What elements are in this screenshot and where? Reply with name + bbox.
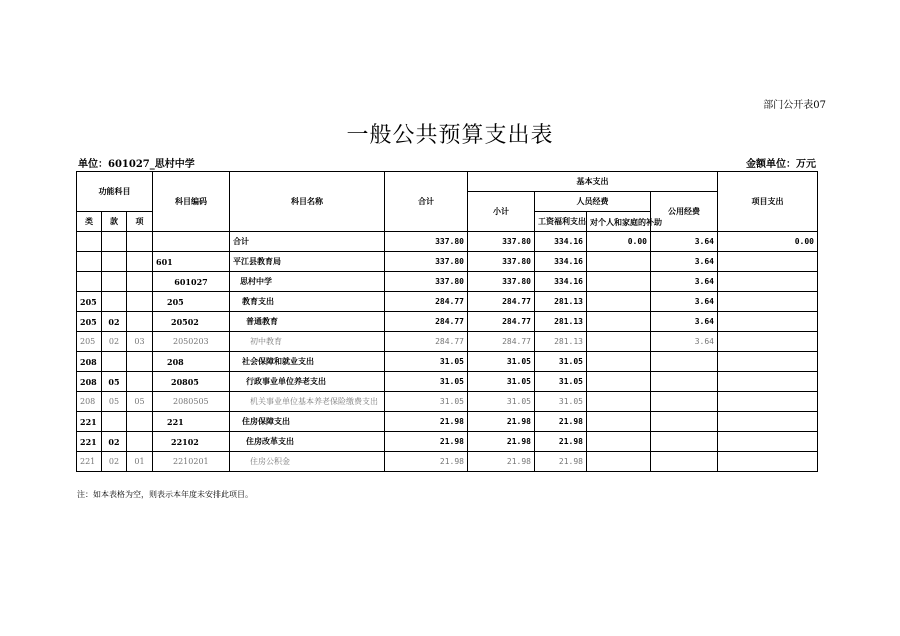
cell-code: 20502 [153,312,230,332]
cell-code: 22102 [153,432,230,452]
table-row [77,272,818,292]
cell-xiang [127,232,153,252]
cell-public [651,432,718,452]
header-xiang: 项 [127,212,153,232]
cell-public: 3.64 [651,252,718,272]
cell-lei: 208 [77,392,102,412]
cell-project [718,452,818,472]
cell-name: 初中教育 [230,332,385,352]
cell-project [718,292,818,312]
cell-lei [77,252,102,272]
table-row [77,252,818,272]
header-subsidy: 对个人和家庭的补助 [587,212,651,232]
header-public-funds: 公用经费 [651,192,718,232]
table-row [77,432,818,452]
cell-kuan [102,292,127,312]
cell-wages: 334.16 [535,252,587,272]
cell-wages: 281.13 [535,312,587,332]
cell-xiang: 05 [127,392,153,412]
cell-total: 21.98 [385,412,468,432]
cell-subtotal: 337.80 [468,232,535,252]
cell-wages: 334.16 [535,232,587,252]
cell-subtotal: 21.98 [468,412,535,432]
table-row [77,392,818,412]
cell-kuan: 02 [102,452,127,472]
cell-subtotal: 21.98 [468,432,535,452]
cell-xiang: 03 [127,332,153,352]
cell-public [651,452,718,472]
table-row [77,452,818,472]
cell-project [718,352,818,372]
cell-code: 205 [153,292,230,312]
cell-lei: 205 [77,312,102,332]
cell-project: 0.00 [718,232,818,252]
cell-total: 337.80 [385,252,468,272]
header-wages: 工资福利支出 [535,212,587,232]
header-subject-name: 科目名称 [230,172,385,232]
cell-name: 合计 [230,232,385,252]
footer-note: 注：如本表格为空，则表示本年度未安排此项目。 [77,490,253,499]
cell-wages: 334.16 [535,272,587,292]
cell-lei: 205 [77,332,102,352]
cell-wages: 281.13 [535,292,587,312]
cell-lei: 208 [77,372,102,392]
cell-public [651,412,718,432]
cell-public: 3.64 [651,332,718,352]
cell-subsidy: 0.00 [587,232,651,252]
cell-wages: 21.98 [535,452,587,472]
cell-public [651,372,718,392]
cell-xiang [127,352,153,372]
cell-subsidy [587,352,651,372]
cell-subsidy [587,292,651,312]
cell-subtotal: 337.80 [468,252,535,272]
cell-name: 住房改革支出 [230,432,385,452]
cell-code [153,232,230,252]
cell-project [718,332,818,352]
cell-lei: 221 [77,412,102,432]
cell-public: 3.64 [651,232,718,252]
cell-xiang [127,312,153,332]
cell-kuan: 02 [102,432,127,452]
cell-subtotal: 284.77 [468,312,535,332]
cell-name: 住房保障支出 [230,412,385,432]
cell-name: 社会保障和就业支出 [230,352,385,372]
cell-kuan [102,412,127,432]
cell-total: 337.80 [385,232,468,252]
cell-subsidy [587,312,651,332]
budget-table [76,171,818,472]
cell-code: 221 [153,412,230,432]
cell-subtotal: 284.77 [468,332,535,352]
cell-project [718,372,818,392]
cell-project [718,272,818,292]
header-basic: 基本支出 [468,172,718,192]
cell-xiang [127,432,153,452]
cell-name: 机关事业单位基本养老保险缴费支出 [230,392,385,412]
cell-xiang [127,372,153,392]
amount-unit: 金额单位：万元 [746,159,816,170]
header-project: 项目支出 [718,172,818,232]
cell-code: 2080505 [153,392,230,412]
cell-kuan: 05 [102,372,127,392]
cell-subtotal: 31.05 [468,352,535,372]
cell-kuan [102,352,127,372]
cell-code: 20805 [153,372,230,392]
cell-kuan [102,252,127,272]
cell-subsidy [587,392,651,412]
cell-public [651,392,718,412]
cell-lei: 221 [77,452,102,472]
cell-code: 601027 [153,272,230,292]
cell-total: 31.05 [385,392,468,412]
cell-subsidy [587,412,651,432]
cell-lei: 208 [77,352,102,372]
cell-lei: 205 [77,292,102,312]
header-lei: 类 [77,212,102,232]
header-total: 合计 [385,172,468,232]
table-row [77,412,818,432]
cell-public: 3.64 [651,272,718,292]
cell-subtotal: 31.05 [468,372,535,392]
table-row [77,232,818,252]
cell-total: 284.77 [385,312,468,332]
cell-total: 31.05 [385,372,468,392]
cell-xiang: 01 [127,452,153,472]
cell-kuan: 02 [102,312,127,332]
cell-wages: 281.13 [535,332,587,352]
cell-lei [77,272,102,292]
cell-kuan [102,232,127,252]
header-subject-code: 科目编码 [153,172,230,232]
cell-total: 284.77 [385,292,468,312]
cell-public: 3.64 [651,312,718,332]
cell-xiang [127,412,153,432]
cell-code: 601 [153,252,230,272]
cell-kuan: 02 [102,332,127,352]
cell-wages: 21.98 [535,432,587,452]
cell-xiang [127,272,153,292]
cell-project [718,412,818,432]
header-personnel: 人员经费 [535,192,651,212]
cell-name: 普通教育 [230,312,385,332]
cell-public: 3.64 [651,292,718,312]
header-kuan: 款 [102,212,127,232]
cell-xiang [127,252,153,272]
cell-subsidy [587,332,651,352]
header-subtotal: 小计 [468,192,535,232]
cell-project [718,432,818,452]
cell-subtotal: 21.98 [468,452,535,472]
cell-xiang [127,292,153,312]
cell-total: 31.05 [385,352,468,372]
table-row [77,312,818,332]
cell-subtotal: 31.05 [468,392,535,412]
cell-subsidy [587,272,651,292]
header-func-subject: 功能科目 [77,172,153,212]
unit-name: 单位：601027_思村中学 [78,159,195,170]
cell-lei [77,232,102,252]
cell-total: 337.80 [385,272,468,292]
form-number: 部门公开表07 [763,100,826,111]
cell-name: 行政事业单位养老支出 [230,372,385,392]
page-title: 一般公共预算支出表 [346,123,554,148]
cell-project [718,312,818,332]
table-row [77,352,818,372]
cell-total: 21.98 [385,452,468,472]
cell-wages: 31.05 [535,372,587,392]
cell-name: 平江县教育局 [230,252,385,272]
cell-total: 284.77 [385,332,468,352]
cell-kuan: 05 [102,392,127,412]
cell-lei: 221 [77,432,102,452]
table-row [77,332,818,352]
cell-wages: 31.05 [535,352,587,372]
cell-code: 2210201 [153,452,230,472]
cell-name: 教育支出 [230,292,385,312]
cell-public [651,352,718,372]
cell-subsidy [587,432,651,452]
table-row [77,372,818,392]
cell-code: 208 [153,352,230,372]
cell-project [718,392,818,412]
cell-subsidy [587,372,651,392]
cell-kuan [102,272,127,292]
cell-subsidy [587,452,651,472]
cell-subtotal: 337.80 [468,272,535,292]
table-row [77,292,818,312]
cell-code: 2050203 [153,332,230,352]
cell-subtotal: 284.77 [468,292,535,312]
cell-name: 住房公积金 [230,452,385,472]
cell-subsidy [587,252,651,272]
cell-name: 思村中学 [230,272,385,292]
cell-wages: 21.98 [535,412,587,432]
cell-total: 21.98 [385,432,468,452]
cell-project [718,252,818,272]
cell-wages: 31.05 [535,392,587,412]
